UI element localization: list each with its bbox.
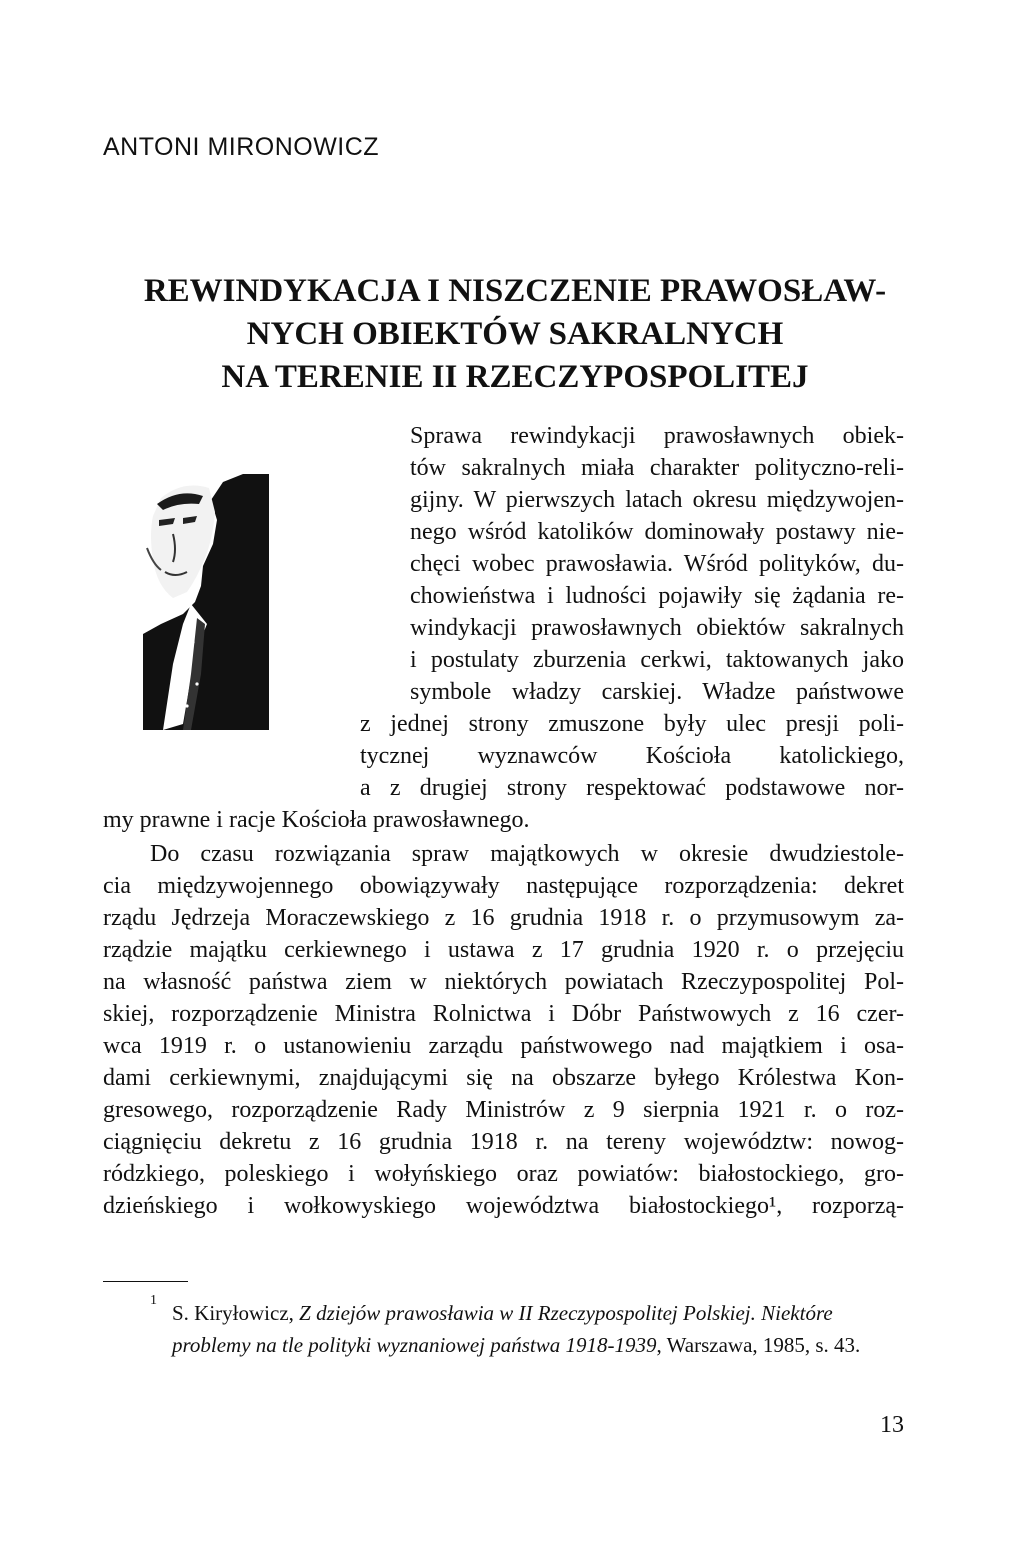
body-line: ródzkiego, poleskiego i wołyńskiego oraz powiatów: białostockiego, gro- <box>103 1161 904 1187</box>
title-line: REWINDYKACJA I NISZCZENIE PRAWOSŁAW- <box>143 273 887 309</box>
page-number: 13 <box>880 1412 904 1438</box>
body-line: wca 1919 r. o ustanowieniu zarządu państwowego nad majątkiem i osa- <box>103 1033 904 1059</box>
body-line: Do czasu rozwiązania spraw majątkowych w okresie dwudziestole- <box>150 841 904 867</box>
body-line: tycznej wyznawców Kościoła katolickiego, <box>360 743 904 769</box>
footnote-title: Z dziejów prawosławia w II Rzeczypospolitej Polskiej. Niektóre <box>299 1301 833 1325</box>
body-line: rządzie majątku cerkiewnego i ustawa z 17 grudnia 1920 r. o przejęciu <box>103 937 904 963</box>
body-line: symbole władzy carskiej. Władze państwowe <box>410 679 904 705</box>
footnote-divider <box>103 1281 188 1282</box>
body-line: gresowego, rozporządzenie Rady Ministrów z 9 sierpnia 1921 r. o roz- <box>103 1097 904 1123</box>
body-line: z jednej strony zmuszone były ulec presji poli- <box>360 711 904 737</box>
body-line: ciągnięciu dekretu z 16 grudnia 1918 r. na tereny województw: nowog- <box>103 1129 904 1155</box>
body-line: rządu Jędrzeja Moraczewskiego z 16 grudnia 1918 r. o przymusowym za- <box>103 905 904 931</box>
body-line: cia międzywojennego obowiązywały następujące rozporządzenia: dekret <box>103 873 904 899</box>
footnote-line <box>172 1296 904 1330</box>
body-line: dzieńskiego i wołkowyskiego województwa białostockiego¹, rozporzą- <box>103 1193 904 1219</box>
body-line: a z drugiej strony respektować podstawowe nor- <box>360 775 904 801</box>
body-line: Sprawa rewindykacji prawosławnych obiek- <box>410 423 904 449</box>
footnote-marker: 1 <box>150 1293 157 1308</box>
author-portrait-photo <box>143 474 269 730</box>
footnote-publication: , Warszawa, 1985, s. 43. <box>656 1333 861 1357</box>
footnote-line <box>172 1328 904 1362</box>
article-title <box>100 270 930 399</box>
body-line: dami cerkiewnymi, znajdującymi się na obszarze byłego Królestwa Kon- <box>103 1065 904 1091</box>
body-line: gijny. W pierwszych latach okresu międzywojen- <box>410 487 904 513</box>
body-line: tów sakralnych miała charakter polityczno-reli- <box>410 455 904 481</box>
body-line: skiej, rozporządzenie Ministra Rolnictwa i Dóbr Państwowych z 16 czer- <box>103 1001 904 1027</box>
footnote-title: problemy na tle polityki wyznaniowej państwa 1918-1939 <box>172 1333 657 1357</box>
footnote-author: S. Kiryłowicz, <box>172 1301 300 1325</box>
body-line: na własność państwa ziem w niektórych powiatach Rzeczypospolitej Pol- <box>103 969 904 995</box>
author-name: ANTONI MIRONOWICZ <box>103 133 380 161</box>
body-line: chęci wobec prawosławia. Wśród polityków, du- <box>410 551 904 577</box>
body-line: chowieństwa i ludności pojawiły się żądania re- <box>410 583 904 609</box>
body-line: windykacji prawosławnych obiektów sakralnych <box>410 615 904 641</box>
body-line: nego wśród katolików dominowały postawy nie- <box>410 519 904 545</box>
title-line: NYCH OBIEKTÓW SAKRALNYCH <box>246 316 784 352</box>
body-line: i postulaty zburzenia cerkwi, taktowanych jako <box>410 647 904 673</box>
title-line: NA TERENIE II RZECZYPOSPOLITEJ <box>221 359 809 395</box>
body-line: my prawne i racje Kościoła prawosławnego. <box>103 807 530 833</box>
